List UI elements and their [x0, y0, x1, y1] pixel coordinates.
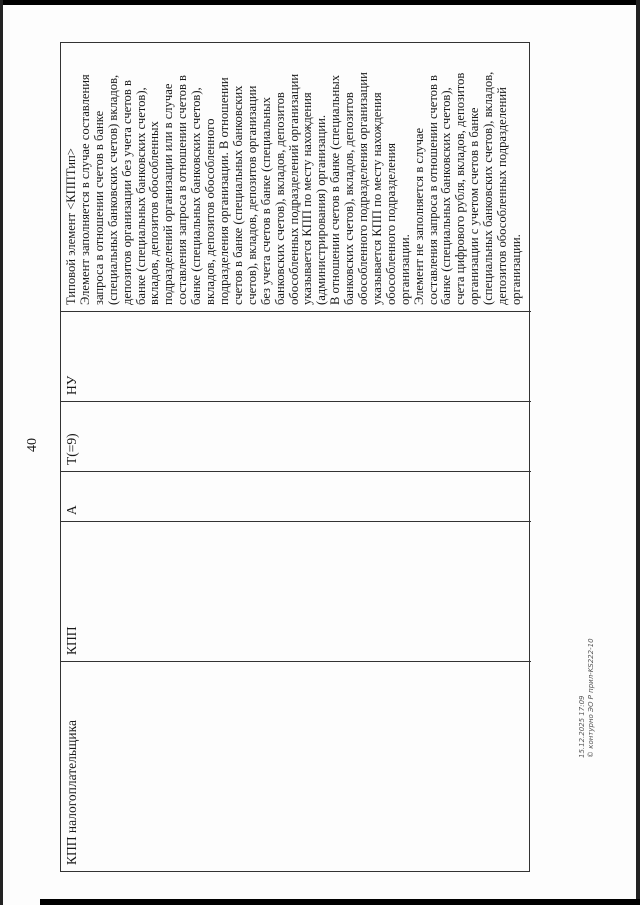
- description-line: депозитов организации без учета счетов в: [119, 80, 134, 305]
- description-line: организации с учетом счетов в банке: [467, 107, 482, 305]
- description-line: без учета счетов в банке (специальных: [258, 97, 273, 305]
- description-line: обособленных подразделений организации: [286, 73, 301, 305]
- description-line: депозитов обособленных подразделений: [495, 87, 510, 305]
- description-line: (специальных банковских счетов) вкладов,: [105, 74, 120, 305]
- rotated-description-wrapper: [60, 42, 530, 872]
- description-line: счета цифрового рубля, вкладов, депозитов: [453, 72, 468, 305]
- description-line: указывается КПП по месту нахождения: [300, 92, 315, 305]
- stamp-line-2: © контурно ЭО Р прил-KS222-10: [587, 638, 595, 758]
- description-line: банке (специальных банковских счетов),: [189, 87, 204, 305]
- description-line: указывается КПП по месту нахождения: [369, 92, 384, 305]
- page-number: 40: [25, 438, 40, 452]
- description-line: вкладов, депозитов обособленного: [203, 118, 218, 305]
- description-line: счетов), вкладов, депозитов организации: [244, 85, 259, 305]
- description-line: В отношении счетов в банке (специальных: [328, 74, 343, 305]
- description-line: подразделений организации или в случае: [161, 83, 176, 305]
- description-line: организации.: [397, 234, 412, 305]
- description-line: счетов в банке (специальных банковских: [230, 85, 245, 305]
- type-text: А: [64, 505, 79, 515]
- flag-text: НУ: [64, 375, 79, 395]
- description-line: (специальных банковских счетов), вкладов,: [481, 71, 496, 305]
- description-line: вкладов, депозитов обособленных: [147, 121, 162, 305]
- description-line: подразделения организации. В отношении: [216, 77, 231, 305]
- scan-edge-top: [0, 0, 640, 5]
- description-line: Типовой элемент <КППТип>: [64, 148, 78, 305]
- stamp-line-1: 15.12.2025 17:09: [578, 695, 586, 758]
- description-line: Элемент заполняется в случае составления: [77, 74, 92, 305]
- description-line: организации.: [509, 234, 523, 305]
- description-line: обособленного подразделения организации: [356, 72, 371, 305]
- print-stamp: [578, 618, 606, 758]
- field-name-text: КПП налогоплательщика: [64, 719, 79, 865]
- scan-edge-right: [636, 0, 640, 905]
- description-line: составления запроса в отношении счетов в: [175, 75, 190, 305]
- description-line: банке (специальных банковских счетов),: [133, 87, 148, 305]
- description-line: Элемент не заполняется в случае: [411, 127, 426, 305]
- description-line: запроса в отношении счетов в банке: [91, 110, 106, 305]
- description-line: составления запроса в отношении счетов в: [425, 75, 440, 305]
- code-text: КПП: [64, 626, 79, 655]
- scan-edge-left: [0, 0, 3, 905]
- format-text: Т(=9): [64, 433, 79, 465]
- description-line: банке (специальных банковских счетов),: [439, 87, 454, 305]
- rotated-description: [60, 42, 530, 872]
- description-line: банковских счетов), вкладов, депозитов: [272, 92, 287, 305]
- description-line: банковских счетов), вкладов, депозитов: [342, 92, 357, 305]
- description-line: (администрирования) организации.: [314, 114, 329, 305]
- scan-edge-bottom: [40, 899, 640, 905]
- description-line: обособленного подразделения: [383, 142, 398, 305]
